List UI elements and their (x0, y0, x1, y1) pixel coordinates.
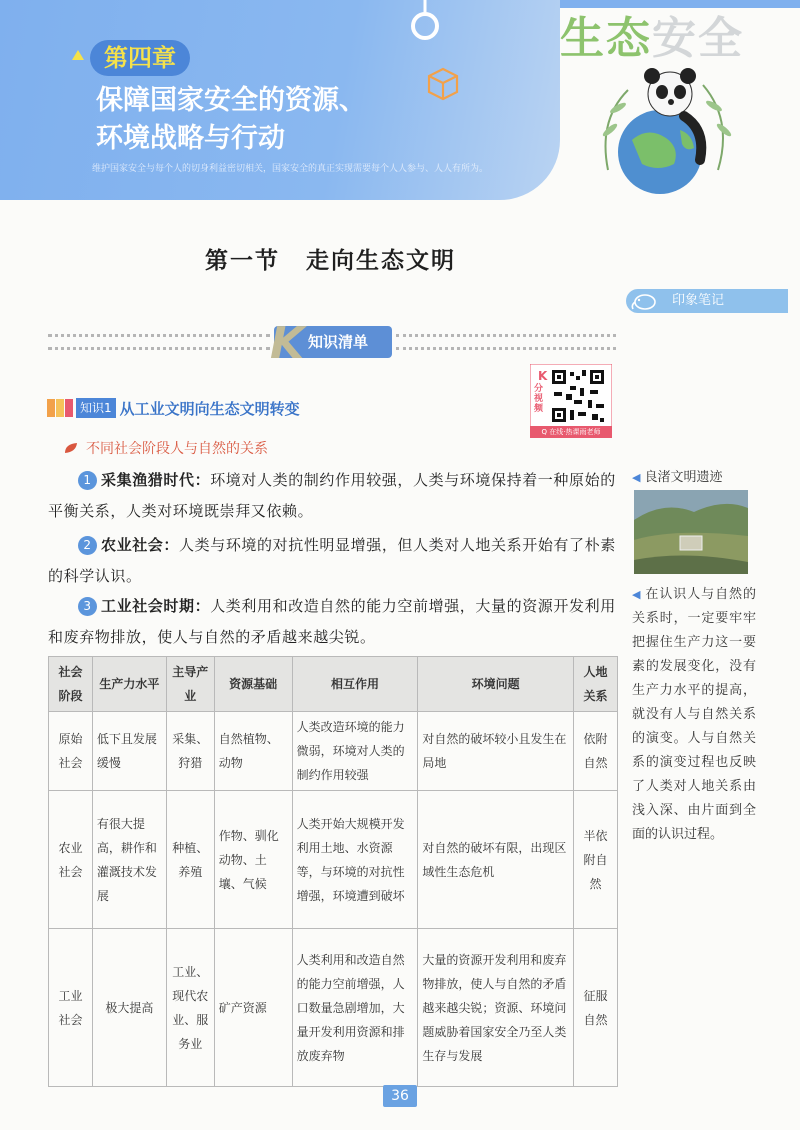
liangzhu-site-photo (634, 490, 748, 574)
table-header-cell: 人地关系 (574, 657, 618, 712)
svg-text:K: K (538, 369, 548, 383)
hanging-ring-icon (405, 0, 445, 44)
table-cell: 矿产资源 (214, 929, 292, 1087)
comparison-table (48, 656, 618, 1087)
number-badge-2: 2 (78, 536, 97, 555)
table-cell: 半依附自然 (574, 791, 618, 929)
table-header-row (49, 657, 618, 712)
section-number: 第一节 (205, 247, 280, 274)
table-cell: 人类改造环境的能力微弱，环境对人类的制约作用较强 (292, 712, 418, 791)
table-cell: 对自然的破坏较小且发生在局地 (418, 712, 574, 791)
knowledge-list-label: 知识清单 (274, 326, 392, 358)
table-header-cell: 生产力水平 (92, 657, 166, 712)
paragraph-1 (48, 465, 616, 527)
table-header-cell: 资源基础 (214, 657, 292, 712)
paragraph-2-term: 农业社会： (101, 536, 180, 554)
paragraph-3-term: 工业社会时期： (101, 597, 211, 615)
cube-icon (425, 66, 461, 102)
side-note (632, 583, 756, 847)
side-note-text: 在认识人与自然的关系时，一定要牢牢把握住生产力这一要素的发展变化，没有生产力水平的提高，就没有人与自然关系的演变。人与自然关系的演变过程也反映了人类对人地关系由浅入深、由片面到全面的认识过程。 (632, 587, 756, 842)
video-hint: Q 在线·热课雨老师 (530, 426, 612, 438)
table-cell: 人类开始大规模开发利用土地、水资源等，与环境的对抗性增强，环境遭到破坏 (292, 791, 418, 929)
number-badge-3: 3 (78, 597, 97, 616)
paragraph-1-text: 环境对人类的制约作用较强，人类与环境保持着一种原始的平衡关系，人类对环境既崇拜又依赖。 (48, 471, 616, 520)
paragraph-3-text: 人类利用和改造自然的能力空前增强，大量的资源开发利用和废弃物排放，使人与自然的矛盾越来越尖锐。 (48, 597, 616, 646)
leaf-icon (64, 442, 78, 454)
table-header-cell: 社会阶段 (49, 657, 93, 712)
table-cell: 原始社会 (49, 712, 93, 791)
chapter-title-line1: 保障国家安全的资源、 (96, 85, 366, 116)
table-cell: 种植、养殖 (166, 791, 214, 929)
paragraph-2-text: 人类与环境的对抗性明显增强，但人类对人地关系开始有了朴素的科学认识。 (48, 536, 616, 585)
knowledge-title: 从工业文明向生态文明转变 (119, 399, 300, 418)
dotted-divider-left (48, 334, 270, 350)
photo-caption (632, 466, 722, 485)
photo-caption-text: 良渚文明遗迹 (644, 470, 723, 485)
series-title-part-a: 生态 (560, 13, 652, 64)
chapter-motto: 维护国家安全与每个人的切身利益密切相关，国家安全的真正实现需要每个人人参与、人人有所为。 (92, 164, 489, 174)
paragraph-3 (48, 591, 616, 653)
table-row (49, 712, 618, 791)
table-cell: 大量的资源开发利用和废弃物排放，使人与自然的矛盾越来越尖锐；资源、环境问题威胁着国家安全乃至人类生存与发展 (418, 929, 574, 1087)
table-cell: 人类利用和改造自然的能力空前增强，人口数量急剧增加，大量开发利用资源和排放废弃物 (292, 929, 418, 1087)
table-row (49, 929, 618, 1087)
knowledge-tag: 知识1 (76, 398, 116, 418)
subheading-text: 不同社会阶段人与自然的关系 (86, 441, 268, 457)
video-label: 分视频 (534, 384, 544, 414)
triangle-icon: ◀ (632, 471, 641, 484)
notes-tab: 印象笔记 (626, 289, 788, 313)
table-row (49, 791, 618, 929)
paragraph-1-term: 采集渔猎时代： (101, 471, 211, 489)
table-cell: 依附自然 (574, 712, 618, 791)
table-cell: 低下且发展缓慢 (92, 712, 166, 791)
triangle-icon-2: ◀ (632, 588, 642, 601)
number-badge-1: 1 (78, 471, 97, 490)
table-header-cell: 主导产业 (166, 657, 214, 712)
table-cell: 征服自然 (574, 929, 618, 1087)
subheading (64, 438, 268, 458)
table-header-cell: 环境问题 (418, 657, 574, 712)
chapter-title-line2: 环境战略与行动 (96, 123, 285, 154)
table-cell: 工业社会 (49, 929, 93, 1087)
page-number: 36 (383, 1085, 417, 1107)
series-title (560, 2, 744, 66)
chapter-label: 第四章 (90, 40, 190, 76)
elephant-icon (630, 291, 660, 311)
table-cell: 采集、狩猎 (166, 712, 214, 791)
table-cell: 农业社会 (49, 791, 93, 929)
section-title: 走向生态文明 (306, 247, 456, 274)
table-cell: 自然植物、动物 (214, 712, 292, 791)
dotted-divider-right (396, 334, 616, 350)
table-cell: 极大提高 (92, 929, 166, 1087)
table-header-cell: 相互作用 (292, 657, 418, 712)
table-cell: 作物、驯化动物、土壤、气候 (214, 791, 292, 929)
section-heading (205, 242, 482, 275)
table-cell: 工业、现代农业、服务业 (166, 929, 214, 1087)
panda-globe-illustration (588, 60, 738, 200)
table-cell: 有很大提高，耕作和灌溉技术发展 (92, 791, 166, 929)
table-cell: 对自然的破坏有限，出现区域性生态危机 (418, 791, 574, 929)
paragraph-2 (48, 530, 616, 592)
chapter-tag-arrow-icon (72, 50, 84, 60)
series-title-part-b: 安全 (652, 13, 744, 64)
k-logo-icon: K (270, 318, 305, 369)
knowledge-point-heading (46, 397, 300, 419)
book-icon (46, 397, 74, 419)
